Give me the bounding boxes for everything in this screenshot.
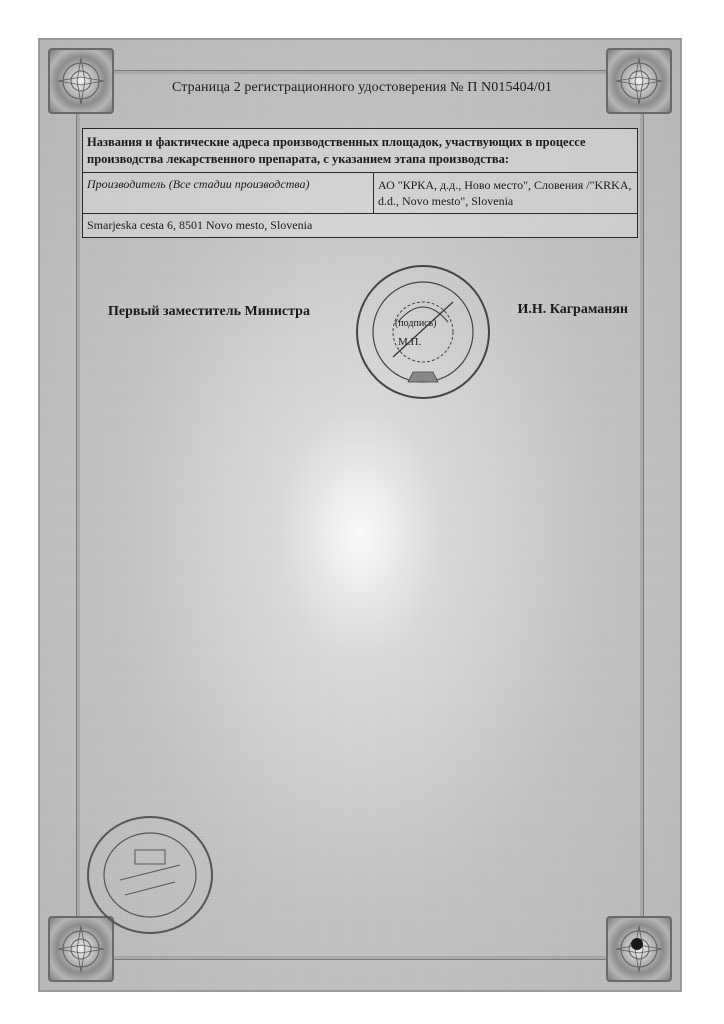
page-title: Страница 2 регистрационного удостоверения № П N015404/01 xyxy=(171,80,553,95)
table-heading: Названия и фактические адреса производственных площадок, участвующих в процессе производства лекарственного препарата, с указанием этапа производства: xyxy=(83,129,637,173)
signatory-position: Первый заместитель Министра xyxy=(108,304,310,319)
seal-caption: М.П. xyxy=(398,336,422,348)
official-seal-icon xyxy=(353,262,493,402)
ministry-stamp-icon xyxy=(80,810,220,940)
ink-blot xyxy=(631,938,643,950)
signature-block xyxy=(108,304,628,324)
manufacturer-table xyxy=(82,128,638,238)
manufacturer-company: АО "КРКА, д.д., Ново место", Словения /"KRKA, d.d., Novo mesto", Slovenia xyxy=(378,178,632,208)
manufacturer-address: Smarjeska cesta 6, 8501 Novo mesto, Slovenia xyxy=(87,218,313,232)
signatory-name: И.Н. Каграманян xyxy=(517,302,628,317)
table-row xyxy=(83,173,637,214)
signature-caption: (подпись) xyxy=(395,318,437,329)
manufacturer-role: Производитель (Все стадии производства) xyxy=(83,173,374,213)
